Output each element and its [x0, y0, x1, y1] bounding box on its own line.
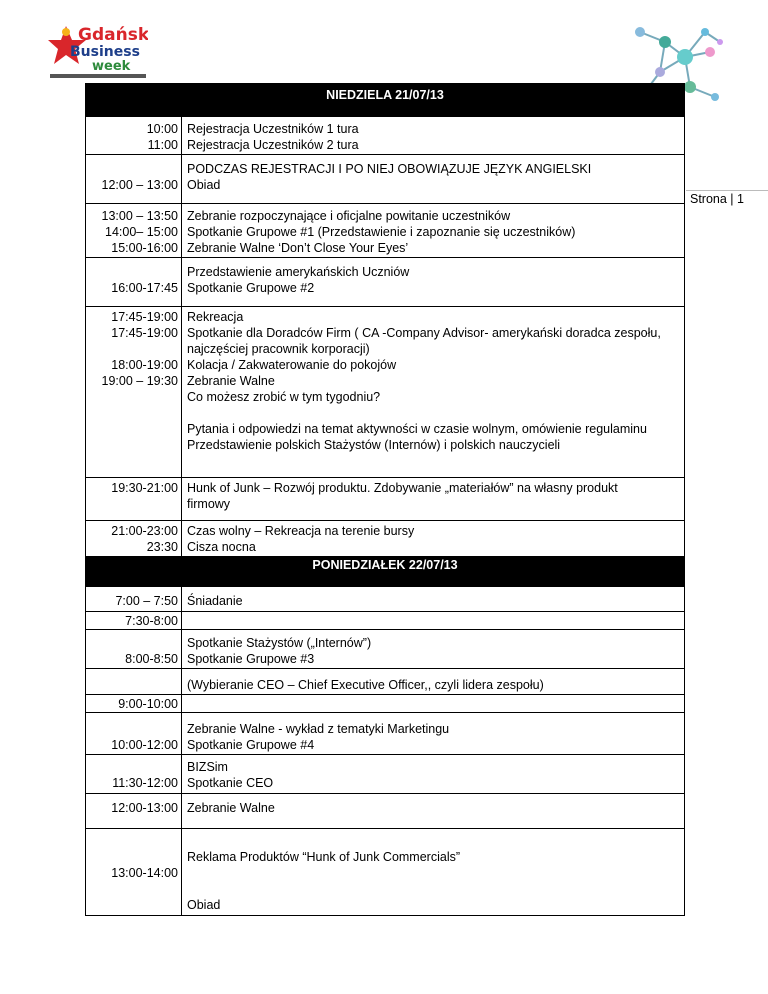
event-label: Zebranie Walne — [187, 374, 275, 388]
event-label: Spotkanie Grupowe #1 (Przedstawienie i zapoznanie się uczestników) — [187, 225, 576, 239]
event-label: Zebranie rozpoczynające i oficjalne powitanie uczestników — [187, 209, 511, 223]
time-label — [86, 453, 178, 469]
time-label — [86, 421, 178, 437]
event-label: Obiad — [187, 898, 221, 912]
description-cell — [182, 829, 684, 915]
time-label: 11:30-12:00 — [112, 776, 178, 790]
event-label: Pytania i odpowiedzi na temat aktywności w czasie wolnym, omówienie regulaminu — [187, 422, 647, 436]
schedule-row — [86, 478, 684, 521]
schedule-row — [86, 117, 684, 155]
monday-header: PONIEDZIAŁEK 22/07/13 — [85, 557, 685, 587]
event-label: Spotkanie dla Doradców Firm ( CA -Company Advisor- amerykański doradca zespołu, — [187, 326, 661, 340]
event-label: najczęściej pracownik korporacji) — [187, 342, 370, 356]
event-label — [187, 453, 684, 469]
event-label — [187, 833, 684, 849]
page-number-divider — [686, 190, 768, 191]
event-label: Spotkanie Grupowe #2 — [187, 281, 315, 295]
time-label: 15:00-16:00 — [111, 241, 178, 255]
description-cell — [182, 713, 684, 754]
svg-text:Business: Business — [70, 44, 140, 60]
schedule-row — [86, 307, 684, 478]
event-label: Rejestracja Uczestników 2 tura — [187, 138, 359, 152]
time-label: 17:45-19:00 — [111, 310, 178, 324]
time-label — [86, 264, 178, 280]
time-cell — [86, 630, 182, 668]
time-cell — [86, 521, 182, 556]
time-label: 7:00 – 7:50 — [115, 594, 178, 608]
schedule-row — [86, 713, 684, 755]
event-label: Spotkanie Grupowe #3 — [187, 652, 315, 666]
description-cell — [182, 155, 684, 203]
description-cell — [182, 794, 684, 828]
schedule-row — [86, 669, 684, 695]
description-cell — [182, 307, 684, 477]
event-label: firmowy — [187, 497, 231, 511]
event-label — [187, 881, 684, 897]
event-label — [187, 405, 684, 421]
schedule-row — [86, 829, 684, 916]
event-label: PODCZAS REJESTRACJI I PO NIEJ OBOWIĄZUJE JĘZYK ANGIELSKI — [187, 162, 592, 176]
time-label: 16:00-17:45 — [111, 281, 178, 295]
schedule-document — [85, 83, 685, 916]
time-cell — [86, 307, 182, 477]
description-cell — [182, 521, 684, 556]
time-cell — [86, 155, 182, 203]
time-cell — [86, 755, 182, 793]
schedule-row — [86, 258, 684, 307]
time-cell — [86, 695, 182, 712]
event-label: Spotkanie Grupowe #4 — [187, 738, 315, 752]
time-cell — [86, 204, 182, 257]
time-label — [86, 677, 178, 693]
time-label: 13:00-14:00 — [111, 866, 178, 880]
schedule-row — [86, 587, 684, 612]
event-label: Zebranie Walne - wykład z tematyki Marketingu — [187, 722, 450, 736]
time-label — [86, 881, 178, 897]
event-label: Reklama Produktów “Hunk of Junk Commercials” — [187, 850, 461, 864]
time-cell — [86, 794, 182, 828]
description-cell — [182, 204, 684, 257]
time-cell — [86, 713, 182, 754]
event-label: Zebranie Walne ‘Don’t Close Your Eyes’ — [187, 241, 409, 255]
schedule-row — [86, 521, 684, 557]
schedule-row — [86, 695, 684, 713]
schedule-row — [86, 204, 684, 258]
description-cell — [182, 117, 684, 154]
time-label: 10:00-12:00 — [111, 738, 178, 752]
time-label — [86, 849, 178, 865]
time-label — [86, 897, 178, 913]
event-label: Hunk of Junk – Rozwój produktu. Zdobywanie „materiałów” na własny produkt — [187, 481, 618, 495]
time-cell — [86, 587, 182, 611]
time-label: 14:00– 15:00 — [105, 225, 178, 239]
time-label: 13:00 – 13:50 — [101, 209, 178, 223]
description-cell — [182, 669, 684, 694]
event-label — [187, 696, 684, 712]
time-cell — [86, 478, 182, 520]
event-label: Kolacja / Zakwaterowanie do pokojów — [187, 358, 397, 372]
event-label: Śniadanie — [187, 594, 243, 608]
event-label: Przedstawienie polskich Stażystów (Internów) i polskich nauczycieli — [187, 438, 561, 452]
time-label: 9:00-10:00 — [118, 697, 178, 711]
event-label: Cisza nocna — [187, 540, 256, 554]
time-label: 23:30 — [146, 540, 178, 554]
time-label: 8:00-8:50 — [125, 652, 178, 666]
schedule-row — [86, 612, 684, 630]
event-label: BIZSim — [187, 760, 228, 774]
event-label: Rejestracja Uczestników 1 tura — [187, 122, 359, 136]
time-label: 11:00 — [147, 138, 178, 152]
time-label — [86, 635, 178, 651]
description-cell — [182, 587, 684, 611]
time-label: 19:30-21:00 — [111, 481, 178, 495]
time-cell — [86, 117, 182, 154]
event-label: Czas wolny – Rekreacja na terenie bursy — [187, 524, 415, 538]
event-label: Przedstawienie amerykańskich Uczniów — [187, 265, 410, 279]
time-label — [86, 389, 178, 405]
time-label: 19:00 – 19:30 — [101, 374, 178, 388]
gdansk-business-week-logo — [48, 18, 148, 80]
page-number: Strona | 1 — [690, 192, 744, 206]
time-label: 7:30-8:00 — [125, 614, 178, 628]
time-label: 10:00 — [146, 122, 178, 136]
description-cell — [182, 612, 684, 629]
sunday-header: NIEDZIELA 21/07/13 — [85, 83, 685, 117]
description-cell — [182, 478, 684, 520]
time-label — [86, 721, 178, 737]
time-label: 12:00-13:00 — [111, 801, 178, 815]
time-label — [86, 161, 178, 177]
description-cell — [182, 695, 684, 712]
description-cell — [182, 755, 684, 793]
event-label: (Wybieranie CEO – Chief Executive Officer,, czyli lidera zespołu) — [187, 678, 544, 692]
event-label: Co możesz zrobić w tym tygodniu? — [187, 390, 381, 404]
event-label: Zebranie Walne — [187, 801, 275, 815]
svg-text:Gdańsk: Gdańsk — [78, 25, 148, 45]
time-cell — [86, 829, 182, 915]
event-label — [187, 865, 684, 881]
time-label: 18:00-19:00 — [111, 358, 178, 372]
event-label: Obiad — [187, 178, 221, 192]
time-label — [86, 341, 178, 357]
time-cell — [86, 258, 182, 306]
schedule-row — [86, 755, 684, 794]
description-cell — [182, 258, 684, 306]
monday-schedule — [85, 587, 685, 916]
event-label: Rekreacja — [187, 310, 244, 324]
schedule-row — [86, 630, 684, 669]
description-cell — [182, 630, 684, 668]
time-label: 17:45-19:00 — [111, 326, 178, 340]
event-label: Spotkanie CEO — [187, 776, 274, 790]
sunday-schedule — [85, 117, 685, 557]
schedule-row — [86, 794, 684, 829]
time-label — [86, 437, 178, 453]
time-label — [86, 833, 178, 849]
time-label: 21:00-23:00 — [111, 524, 178, 538]
event-label — [187, 613, 684, 629]
svg-text:week: week — [92, 59, 131, 74]
time-label — [86, 759, 178, 775]
schedule-row — [86, 155, 684, 204]
time-label: 12:00 – 13:00 — [101, 178, 178, 192]
time-cell — [86, 669, 182, 694]
time-cell — [86, 612, 182, 629]
time-label — [86, 496, 178, 512]
time-label — [86, 405, 178, 421]
event-label: Spotkanie Stażystów („Internów”) — [187, 636, 372, 650]
